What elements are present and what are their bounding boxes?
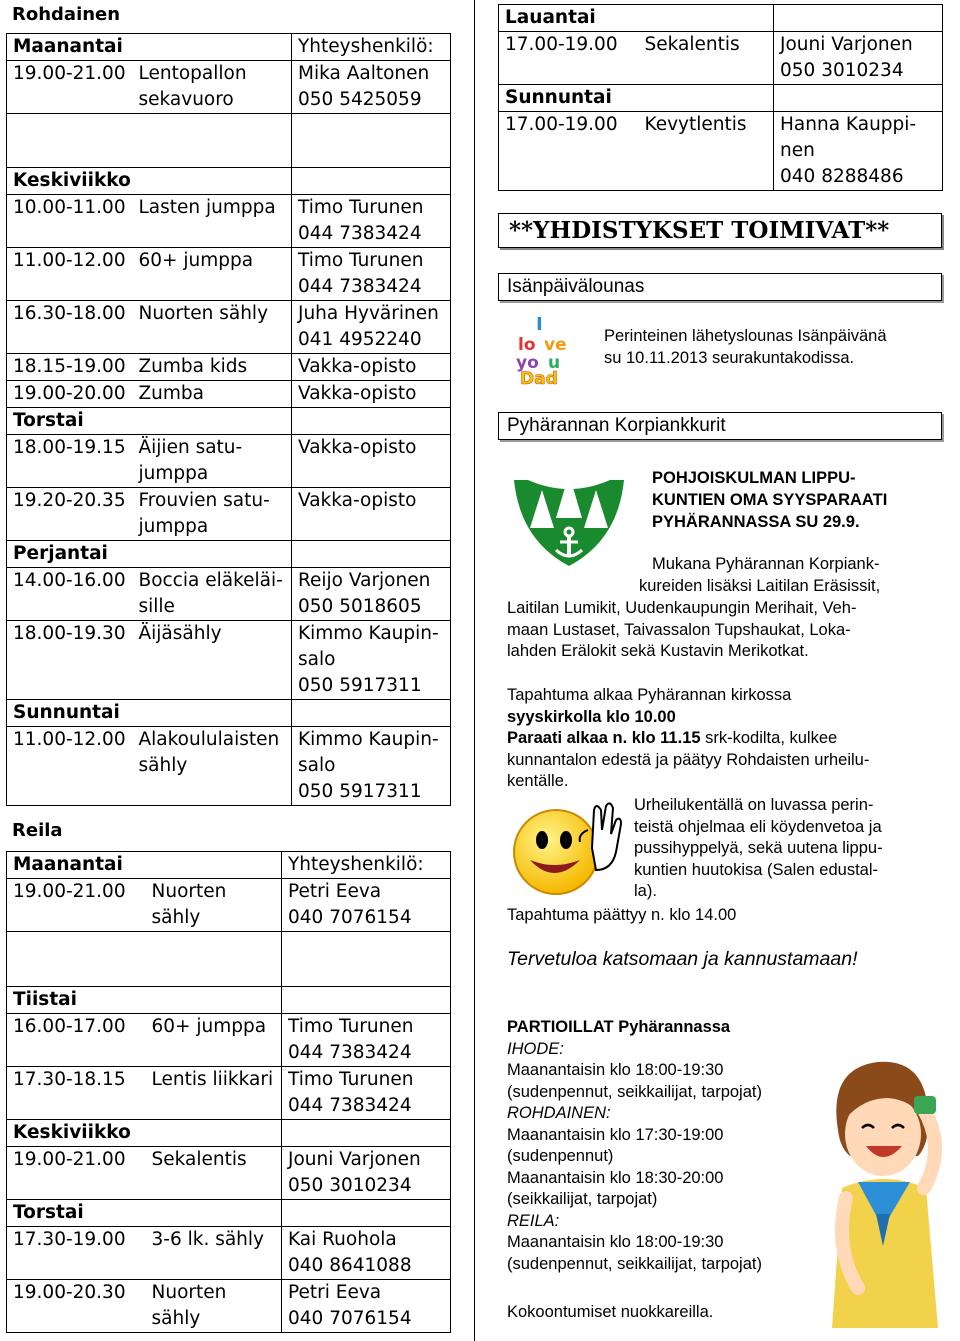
day-label: Maanantai	[7, 852, 282, 879]
activity-cell	[133, 727, 292, 806]
time-cell: 17.00-19.00	[499, 112, 639, 191]
contact-line: nen	[780, 140, 815, 161]
day-label: Torstai	[7, 1200, 282, 1227]
time-cell: 19.20-20.35	[7, 488, 133, 541]
contact-cell	[292, 488, 451, 541]
contact-cell	[292, 727, 451, 806]
svg-text:u: u	[548, 353, 561, 373]
contact-line: salo	[298, 755, 336, 776]
contact-line: Vakka-opisto	[298, 437, 417, 458]
para2-line-1: Tapahtuma alkaa Pyhärannan kirkossa	[507, 686, 792, 704]
contact-line: Jouni Varjonen	[780, 34, 913, 55]
schedule-row	[7, 879, 451, 932]
reila-schedule-table	[6, 851, 451, 1333]
spacer-row	[7, 932, 451, 987]
partio-title: PARTIOILLAT Pyhärannassa	[507, 1018, 731, 1036]
associations-banner: **YHDISTYKSET TOIMIVAT**	[498, 213, 942, 248]
day-label: Tiistai	[7, 987, 282, 1014]
time-cell: 18.00-19.15	[7, 435, 133, 488]
contact-line: 040 8641088	[288, 1255, 412, 1276]
activity-line: Lentopallon	[138, 63, 247, 84]
contact-header	[774, 85, 943, 112]
svg-text:yo: yo	[516, 353, 539, 373]
activity-line: Boccia eläkeläi-	[138, 570, 283, 591]
day-label: Perjantai	[7, 541, 292, 568]
activity-line: 3-6 lk. sähly	[151, 1229, 264, 1250]
spacer-cell	[133, 114, 292, 168]
contact-line: Vakka-opisto	[298, 356, 417, 377]
para3-line-2: teistä ohjelmaa eli köydenvetoa ja	[634, 817, 882, 836]
activity-line: Nuorten	[151, 881, 227, 902]
activity-line: sähly	[151, 1308, 201, 1329]
activity-line: sähly	[151, 907, 201, 928]
day-label: Lauantai	[499, 5, 774, 32]
contact-line: Vakka-opisto	[298, 383, 417, 404]
activity-cell	[146, 1280, 282, 1333]
activity-line: Zumba	[138, 383, 204, 404]
partio-ihode-time: Maanantaisin klo 18:00-19:30	[507, 1061, 724, 1079]
activity-line: Sekalentis	[151, 1149, 247, 1170]
parade-route-start: srk-kodilta, kulkee	[700, 729, 838, 747]
contact-line: Kimmo Kaupin-	[298, 623, 439, 644]
activity-line: 60+ jumppa	[151, 1016, 267, 1037]
reila-title: Reila	[12, 820, 63, 841]
time-cell: 18.15-19.00	[7, 354, 133, 381]
para2-line-2: syyskirkolla klo 10.00	[507, 707, 676, 726]
contact-line: Timo Turunen	[298, 197, 424, 218]
day-label: Torstai	[7, 408, 292, 435]
contact-line: 041 4952240	[298, 329, 422, 350]
contact-cell	[774, 112, 943, 191]
contact-line: 040 7076154	[288, 1308, 412, 1329]
activity-line: Nuorten sähly	[138, 303, 269, 324]
contact-cell	[292, 248, 451, 301]
para1-line-4: maan Lustaset, Taivassalon Tupshaukat, Loka-	[507, 620, 851, 639]
schedule-row	[7, 61, 451, 114]
activity-line: Nuorten	[151, 1282, 227, 1303]
time-cell: 19.00-21.00	[7, 61, 133, 114]
contact-line: Petri Eeva	[288, 881, 382, 902]
contact-cell	[292, 195, 451, 248]
activity-cell	[639, 32, 774, 85]
schedule-row	[7, 1147, 451, 1200]
contact-line: 044 7383424	[298, 223, 422, 244]
contact-cell	[774, 32, 943, 85]
contact-line: 044 7383424	[288, 1095, 412, 1116]
activity-cell	[146, 1227, 282, 1280]
schedule-row	[7, 1014, 451, 1067]
activity-cell	[146, 1067, 282, 1120]
time-cell: 19.00-21.00	[7, 1147, 146, 1200]
contact-cell	[292, 435, 451, 488]
korpiankkurit-heading: Pyhärannan Korpiankkurit	[498, 412, 942, 440]
waving-smiley-icon	[508, 790, 626, 900]
day-row	[7, 987, 451, 1014]
time-cell: 17.30-19.00	[7, 1227, 146, 1280]
partio-rohdainen-time-1: Maanantaisin klo 17:30-19:00	[507, 1125, 724, 1144]
contact-cell	[292, 301, 451, 354]
activity-cell	[133, 248, 292, 301]
rohdainen-title: Rohdainen	[12, 4, 121, 25]
spacer-cell	[7, 932, 146, 987]
parade-announcement	[652, 467, 887, 533]
time-cell: 17.00-19.00	[499, 32, 639, 85]
contact-cell	[282, 1147, 451, 1200]
partio-reila-time: Maanantaisin klo 18:00-19:30	[507, 1233, 724, 1251]
contact-cell	[292, 568, 451, 621]
para2	[507, 685, 869, 793]
svg-text:ve: ve	[544, 335, 567, 355]
time-cell: 19.00-20.00	[7, 381, 133, 408]
contact-line: 050 5425059	[298, 89, 422, 110]
day-row	[7, 1120, 451, 1147]
para2-line-4: kunnantalon edestä ja päätyy Rohdaisten urheilu-	[507, 750, 870, 769]
parade-line-1: POHJOISKULMAN LIPPU-	[652, 469, 856, 487]
contact-cell	[282, 879, 451, 932]
time-cell: 18.00-19.30	[7, 621, 133, 700]
activity-cell	[133, 488, 292, 541]
contact-line: 040 7076154	[288, 907, 412, 928]
schedule-row	[7, 621, 451, 700]
parade-line-3: PYHÄRANNASSA SU 29.9.	[652, 513, 860, 531]
day-label: Keskiviikko	[7, 168, 292, 195]
activity-line: Äijäsähly	[138, 623, 222, 644]
contact-line: Mika Aaltonen	[298, 63, 430, 84]
contact-line: Timo Turunen	[298, 250, 424, 271]
contact-line: salo	[298, 649, 336, 670]
contact-cell	[282, 1014, 451, 1067]
partio-rohdainen-groups-2: (seikkailijat, tarpojat)	[507, 1190, 658, 1208]
activity-cell	[133, 621, 292, 700]
activity-line: Lasten jumppa	[138, 197, 276, 218]
schedule-row	[499, 112, 943, 191]
contact-header	[774, 5, 943, 32]
contact-header: Yhteyshenkilö:	[292, 34, 451, 61]
svg-text:I: I	[536, 314, 543, 335]
schedule-row	[499, 32, 943, 85]
contact-line: 050 3010234	[288, 1175, 412, 1196]
contact-line: 050 3010234	[780, 60, 904, 81]
contact-line: Juha Hyvärinen	[298, 303, 439, 324]
activity-cell	[146, 879, 282, 932]
para1-rest	[507, 598, 856, 663]
activity-line: 60+ jumppa	[138, 250, 254, 271]
day-label: Maanantai	[7, 34, 292, 61]
day-row	[7, 168, 451, 195]
love-you-dad-logo	[514, 312, 576, 386]
isanpaiva-line-2: su 10.11.2013 seurakuntakodissa.	[604, 348, 855, 367]
contact-line: 044 7383424	[288, 1042, 412, 1063]
para1-line-5: lahden Erälokit sekä Kustavin Merikotkat.	[507, 642, 809, 660]
spacer-cell	[7, 114, 133, 168]
spacer-row	[7, 114, 451, 168]
day-row	[7, 541, 451, 568]
para3-line-1: Urheilukentällä on luvassa perin-	[634, 796, 874, 814]
partio-reila-label: REILA:	[507, 1211, 560, 1230]
activity-cell	[133, 61, 292, 114]
contact-line: 040 8288486	[780, 166, 904, 187]
activity-line: Lentis liikkari	[151, 1069, 274, 1090]
time-cell: 19.00-21.00	[7, 879, 146, 932]
contact-header	[292, 168, 451, 195]
para3	[634, 795, 883, 903]
para3-line-5: la).	[634, 882, 657, 900]
schedule-row	[7, 1067, 451, 1120]
spacer-cell	[282, 932, 451, 987]
contact-line: Jouni Varjonen	[288, 1149, 421, 1170]
schedule-row	[7, 435, 451, 488]
schedule-row	[7, 1280, 451, 1333]
day-row	[499, 85, 943, 112]
contact-line: Hanna Kauppi-	[780, 114, 917, 135]
svg-text:Dad: Dad	[520, 369, 558, 386]
scout-emblem-icon	[508, 470, 630, 570]
contact-line: Kimmo Kaupin-	[298, 729, 439, 750]
spacer-cell	[292, 114, 451, 168]
day-label: Sunnuntai	[499, 85, 774, 112]
partio-rohdainen-groups-1: (sudenpennut)	[507, 1147, 614, 1165]
time-cell: 11.00-12.00	[7, 727, 133, 806]
contact-line: Petri Eeva	[288, 1282, 382, 1303]
activity-cell	[146, 1147, 282, 1200]
activity-line: Alakoululaisten	[138, 729, 280, 750]
contact-header	[292, 541, 451, 568]
time-cell: 14.00-16.00	[7, 568, 133, 621]
time-cell: 16.00-17.00	[7, 1014, 146, 1067]
day-label: Keskiviikko	[7, 1120, 282, 1147]
activity-line: Zumba kids	[138, 356, 248, 377]
contact-cell	[282, 1067, 451, 1120]
day-row	[7, 34, 451, 61]
partio-rohdainen-time-2: Maanantaisin klo 18:30-20:00	[507, 1168, 724, 1187]
column-divider	[474, 0, 475, 1341]
contact-header	[282, 1200, 451, 1227]
schedule-row	[7, 727, 451, 806]
partio-ihode-label: IHODE:	[507, 1039, 564, 1058]
activity-cell	[146, 1014, 282, 1067]
contact-line: 044 7383424	[298, 276, 422, 297]
day-label: Sunnuntai	[7, 700, 292, 727]
contact-line: 050 5018605	[298, 596, 422, 617]
welcome-text: Tervetuloa katsomaan ja kannustamaan!	[507, 948, 858, 970]
day-row	[7, 852, 451, 879]
activity-cell	[133, 195, 292, 248]
event-end-time: Tapahtuma päättyy n. klo 14.00	[507, 906, 737, 924]
contact-line: Reijo Varjonen	[298, 570, 431, 591]
partio-ihode-groups: (sudenpennut, seikkailijat, tarpojat)	[507, 1082, 762, 1101]
weekend-schedule-table	[498, 4, 943, 191]
contact-line: Timo Turunen	[288, 1069, 414, 1090]
scout-girl-illustration	[828, 1038, 948, 1328]
activity-line: jumppa	[138, 463, 209, 484]
svg-text:lo: lo	[518, 335, 536, 355]
day-row	[7, 700, 451, 727]
activity-cell	[133, 301, 292, 354]
activity-line: Sekalentis	[644, 34, 740, 55]
time-cell: 16.30-18.00	[7, 301, 133, 354]
contact-header	[292, 408, 451, 435]
contact-line: 050 5917311	[298, 781, 422, 802]
activity-line: sille	[138, 596, 175, 617]
para3-line-4: kuntien huutokisa (Salen edustal-	[634, 860, 878, 879]
partio-section	[507, 1017, 762, 1275]
contact-cell	[292, 621, 451, 700]
contact-header	[282, 1120, 451, 1147]
time-cell: 19.00-20.30	[7, 1280, 146, 1333]
schedule-row	[7, 354, 451, 381]
activity-cell	[133, 435, 292, 488]
partio-rohdainen-label: ROHDAINEN:	[507, 1104, 611, 1122]
activity-cell	[133, 568, 292, 621]
time-cell: 11.00-12.00	[7, 248, 133, 301]
schedule-row	[7, 195, 451, 248]
para1-line-1: Mukana Pyhärannan Korpiank-	[652, 555, 880, 573]
contact-cell	[292, 381, 451, 408]
contact-cell	[292, 354, 451, 381]
contact-header: Yhteyshenkilö:	[282, 852, 451, 879]
schedule-row	[7, 248, 451, 301]
para3-line-3: pussihyppelyä, sekä uutena lippu-	[634, 839, 883, 857]
para2-line-3	[507, 728, 869, 750]
time-cell: 10.00-11.00	[7, 195, 133, 248]
isanpaiva-text	[604, 326, 887, 369]
time-cell: 17.30-18.15	[7, 1067, 146, 1120]
day-row	[7, 408, 451, 435]
partio-reila-groups: (sudenpennut, seikkailijat, tarpojat)	[507, 1254, 762, 1273]
contact-cell	[292, 61, 451, 114]
rohdainen-schedule-table	[6, 33, 451, 806]
contact-header	[282, 987, 451, 1014]
parade-line-2: KUNTIEN OMA SYYSPARAATI	[652, 491, 888, 509]
contact-line: Vakka-opisto	[298, 490, 417, 511]
activity-line: sekavuoro	[138, 89, 234, 110]
activity-line: sähly	[138, 755, 188, 776]
para1-line-3: Laitilan Lumikit, Uudenkaupungin Merihait, Veh-	[507, 599, 857, 617]
activity-cell	[133, 354, 292, 381]
schedule-row	[7, 488, 451, 541]
contact-cell	[282, 1280, 451, 1333]
contact-cell	[282, 1227, 451, 1280]
activity-line: Frouvien satu-	[138, 490, 270, 511]
isanpaiva-heading: Isänpäivälounas	[498, 273, 942, 301]
activity-line: Kevytlentis	[644, 114, 747, 135]
spacer-cell	[146, 932, 282, 987]
schedule-row	[7, 301, 451, 354]
parade-start-time: Paraati alkaa n. klo 11.15	[507, 729, 701, 747]
partio-footer: Kokoontumiset nuokkareilla.	[507, 1303, 714, 1321]
schedule-row	[7, 381, 451, 408]
schedule-row	[7, 1227, 451, 1280]
contact-line: Timo Turunen	[288, 1016, 414, 1037]
schedule-row	[7, 568, 451, 621]
day-row	[7, 1200, 451, 1227]
day-row	[499, 5, 943, 32]
isanpaiva-line-1: Perinteinen lähetyslounas Isänpäivänä	[604, 327, 887, 345]
para1-line-2: kureiden lisäksi Laitilan Eräsissit,	[639, 577, 881, 595]
contact-header	[292, 700, 451, 727]
para2-line-5: kentälle.	[507, 772, 569, 790]
contact-line: Kai Ruohola	[288, 1229, 397, 1250]
contact-line: 050 5917311	[298, 675, 422, 696]
activity-line: jumppa	[138, 516, 209, 537]
activity-cell	[133, 381, 292, 408]
activity-line: Äijien satu-	[138, 437, 243, 458]
activity-cell	[639, 112, 774, 191]
